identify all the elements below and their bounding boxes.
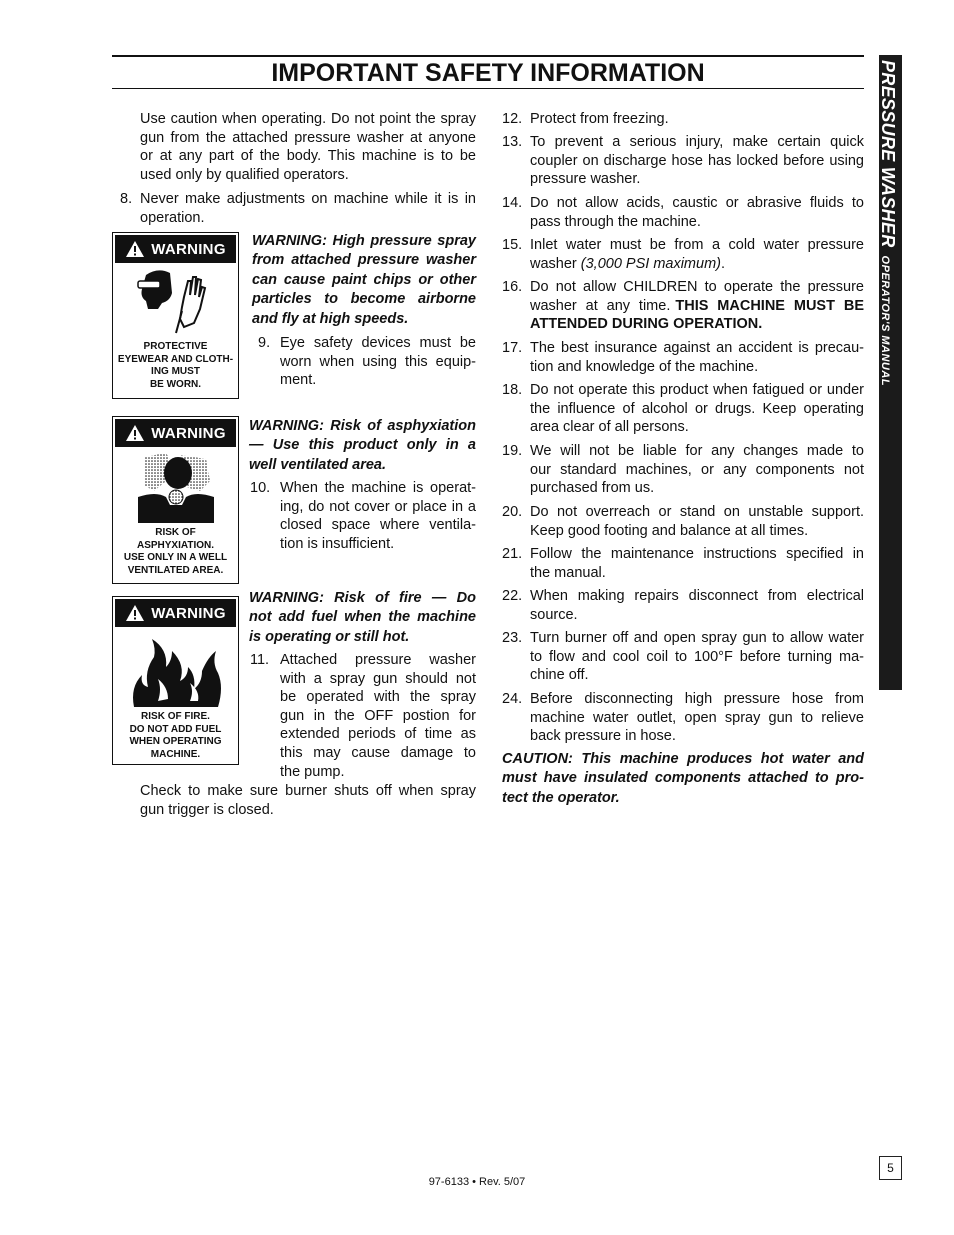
right-item-text: Follow the maintenance instructions specified in the manual. [530,546,864,581]
warning-caption: PROTECTIVE EYEWEAR AND CLOTH- ING MUST BE WORN. [117,341,234,390]
warning-header: WARNING [115,235,236,263]
asphyxiation-icon [136,451,216,525]
side-tab-sub: OPERATOR'S MANUAL [879,255,891,387]
right-item-number: 24. [502,691,523,707]
side-tab-main: PRESSURE WASHER [878,60,898,248]
item-11-continuation: Check to make sure burner shuts off when spray gun trigger is closed. [140,783,476,818]
item-8-text: Never make adjustments on machine while it is in operation. [140,191,476,226]
right-item-text: Protect from freezing. [530,111,669,127]
right-item-text: Inlet water must be from a cold water pressure washer (3,000 PSI maximum). [530,237,864,272]
right-item-text: Before disconnecting high pressure hose from machine water outlet, open spray gun to relieve back pressure in hose. [530,691,864,745]
warning-header: WARNING [115,599,236,627]
right-item-number: 22. [502,588,523,604]
right-item-number: 21. [502,546,523,562]
right-item-number: 14. [502,195,523,211]
right-item-number: 20. [502,504,523,520]
right-item-number: 13. [502,134,523,150]
right-item-text: Do not overreach or stand on unstable support. Keep good footing and balance at all times. [530,504,864,539]
warning-caption: RISK OF FIRE. DO NOT ADD FUEL WHEN OPERATING MACHINE. [129,711,222,760]
item-7-continuation: Use caution when operating. Do not point the spray gun from the attached pressure washer at anyone or at any part of the body. This machine is to be used only by qualified operators. [140,111,476,183]
right-item-number: 17. [502,340,523,356]
header-rule-bottom [112,88,864,89]
eyewear-gloves-icon [136,267,216,339]
item-10-number: 10. [250,480,271,496]
right-item-number: 19. [502,443,523,459]
warning-header: WARNING [115,419,236,447]
warning-triangle-icon [125,424,145,442]
right-item-number: 23. [502,630,523,646]
item-11-text: Attached pressure washer with a spray gun should not be operated with the spray gun in the OFF postion for extended periods of time as this may cause damage to the pump. [280,652,476,780]
right-item-text: Turn burner off and open spray gun to allow water to flow and cool coil to 100°F before turning ma- chine off. [530,630,864,684]
item-11-number: 11. [250,652,270,668]
warning-text-eyewear: WARNING: High pressure spray from attached pressure washer can cause paint chips or other particles to become airborne and fly at high speeds. [252,233,476,327]
warning-box-eyewear [112,232,239,399]
right-item-text: Do not allow CHILDREN to operate the pressure washer at any time. THIS MACHINE MUST BE ATTENDED DURING OPERATION. [530,279,864,333]
right-item-text: The best insurance against an accident is precau- tion and knowledge of the machine. [530,340,864,375]
right-item-number: 16. [502,279,523,295]
item-9-text: Eye safety devices must be worn when using this equip- ment. [280,335,476,389]
warning-text-fire: WARNING: Risk of fire — Do not add fuel when the machine is operating or still hot. [249,590,476,645]
side-tab-label [877,60,898,386]
footer-docid: 97-6133 • Rev. 5/07 [428,1176,526,1188]
right-item-number: 18. [502,382,523,398]
right-item-text: Do not operate this product when fatigued or under the influence of alcohol or drugs. Keep operating area clear of all persons. [530,382,864,436]
fire-icon [128,631,224,709]
item-10-text: When the machine is operat- ing, do not cover or place in a closed space where ventila- tion is insufficient. [280,480,476,552]
right-item-number: 15. [502,237,523,253]
right-item-text: To prevent a serious injury, make certain quick coupler on discharge hose has locked before using pressure washer. [530,134,864,188]
right-item-text: We will not be liable for any changes made to our standard machines, or any components not purchased from us. [530,443,864,497]
item-9-number: 9. [258,335,271,351]
warning-triangle-icon [125,604,145,622]
warning-box-fire [112,596,239,765]
right-item-text: Do not allow acids, caustic or abrasive fluids to pass through the machine. [530,195,864,230]
psi-note: (3,000 PSI maximum) [576,255,721,272]
warning-box-asphyxiation [112,416,239,584]
page-title: IMPORTANT SAFETY INFORMATION [271,59,705,87]
page-number: 5 [879,1156,902,1180]
warning-text-asphyxiation: WARNING: Risk of asphyxiation — Use this product only in a well ventilated area. [249,418,476,473]
caution-note: CAUTION: This machine produces hot water and must have insulated components attached to pro- tect the operator. [502,751,864,806]
header-rule-top [112,55,864,57]
item-8-number: 8. [120,191,133,207]
warning-triangle-icon [125,240,145,258]
right-item-number: 12. [502,111,523,127]
right-item-text: When making repairs disconnect from electrical source. [530,588,864,623]
warning-caption: RISK OF ASPHYXIATION. USE ONLY IN A WELL VENTILATED AREA. [123,527,228,576]
